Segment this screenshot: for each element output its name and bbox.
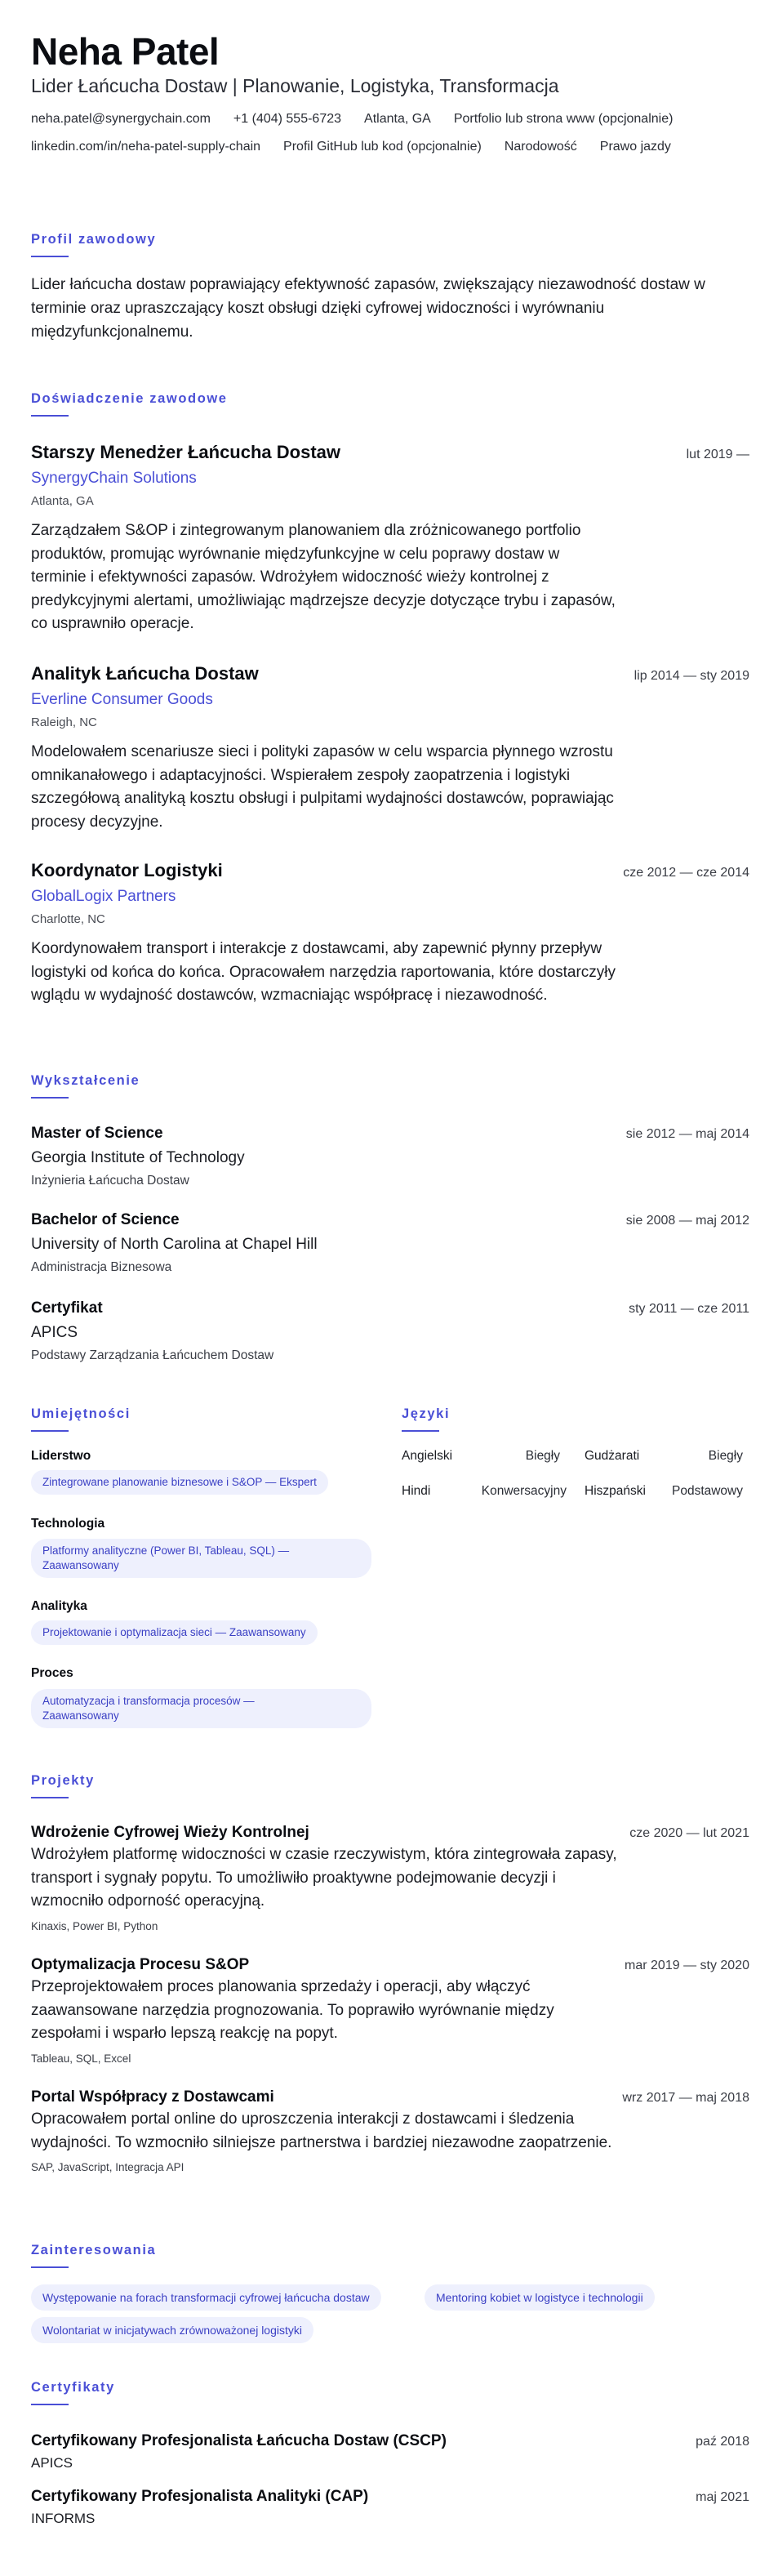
profile-summary: Lider łańcucha dostaw poprawiający efektywność zapasów, zwiększający niezawodność dostaw w terminie oraz upraszczający koszt obsługi dzięki cyfrowej widoczności i wyrównaniu międzyfunkcjonalnemu. xyxy=(31,276,705,341)
certificate-entry xyxy=(31,2432,749,2471)
project-title: Portal Współpracy z Dostawcami xyxy=(31,2088,274,2106)
contact-phone[interactable]: +1 (404) 555-6723 xyxy=(233,112,342,126)
field-of-study: Inżynieria Łańcucha Dostaw xyxy=(31,1174,189,1188)
job-title: Starszy Menedżer Łańcucha Dostaw xyxy=(31,442,341,462)
job-dates: lip 2014 — sty 2019 xyxy=(634,669,749,683)
project-description: Przeprojektowałem proces planowania sprzedaży i operacji, aby włączyć zaawansowane narzędzia prognozowania. To poprawiło wyrównanie między zespołami i wsparło lepszą reakcję na popyt. xyxy=(31,1978,554,2042)
certificate-date: paź 2018 xyxy=(696,2435,749,2449)
job-location: Charlotte, NC xyxy=(31,912,105,926)
skill-chip-line: Zaawansowany xyxy=(42,1709,119,1722)
project-title: Wdrożenie Cyfrowej Wieży Kontrolnej xyxy=(31,1824,309,1841)
company-name: Everline Consumer Goods xyxy=(31,691,213,708)
project-entry xyxy=(31,1824,749,1932)
job-dates: lut 2019 — xyxy=(686,448,749,461)
project-description: Opracowałem portal online do uproszczenia interakcji z dostawcami i śledzenia wydajności. To wzmocniło silniejsze partnerstwa i bardziej niezawodne zaopatrzenie. xyxy=(31,2110,612,2151)
section-title-languages: Języki xyxy=(402,1406,451,1421)
section-divider xyxy=(31,1797,69,1798)
contact-portfolio[interactable]: Portfolio lub strona www (opcjonalnie) xyxy=(453,112,674,126)
company-name: GlobalLogix Partners xyxy=(31,888,176,905)
language-item xyxy=(402,1449,560,1464)
skill-chip: Projektowanie i optymalizacja sieci — Zaawansowany xyxy=(31,1620,318,1645)
education-entry xyxy=(31,1125,749,1188)
skill-chip xyxy=(31,1689,371,1728)
job-location: Raleigh, NC xyxy=(31,715,97,729)
education-entry xyxy=(31,1211,749,1275)
skill-chip: Zintegrowane planowanie biznesowe i S&OP — Ekspert xyxy=(31,1470,328,1495)
job-summary: Modelowałem scenariusze sieci i polityki zapasów w celu wsparcia płynnego wzrostu omnikanałowego i adaptacyjności. Wspierałem zespoły zaopatrzenia i logistyki szczegółową analityką kosztu obsługi i pulpitami wydajności dostawców, poprawiając procesy decyzyjne. xyxy=(31,743,614,831)
candidate-headline: Lider Łańcucha Dostaw | Planowanie, Logistyka, Transformacja xyxy=(31,75,559,96)
project-dates: wrz 2017 — maj 2018 xyxy=(622,2091,749,2105)
job-title: Koordynator Logistyki xyxy=(31,860,223,880)
language-name: Hindi xyxy=(402,1484,431,1498)
contact-email[interactable]: neha.patel@synergychain.com xyxy=(31,112,211,126)
certificate-date: maj 2021 xyxy=(696,2490,749,2504)
language-name: Hiszpański xyxy=(585,1484,646,1498)
field-of-study: Administracja Biznesowa xyxy=(31,1260,172,1274)
contact-list xyxy=(31,113,749,154)
skill-chip xyxy=(31,1539,371,1578)
contact-driving-license: Prawo jazdy xyxy=(599,140,671,154)
contact-nationality: Narodowość xyxy=(504,140,577,154)
contact-location: Atlanta, GA xyxy=(364,112,431,126)
candidate-name: Neha Patel xyxy=(31,30,220,73)
institution-name: Georgia Institute of Technology xyxy=(31,1149,245,1166)
job-dates: cze 2012 — cze 2014 xyxy=(623,866,749,880)
section-title-profile: Profil zawodowy xyxy=(31,232,157,247)
education-dates: sie 2012 — maj 2014 xyxy=(625,1127,749,1141)
education-dates: sty 2011 — cze 2011 xyxy=(629,1302,749,1316)
certificate-title: Certyfikowany Profesjonalista Łańcucha Dostaw (CSCP) xyxy=(31,2432,447,2449)
job-summary: Koordynowałem transport i interakcje z dostawcami, aby zapewnić płynny przepływ logistyki od końca do końca. Opracowałem narzędzia raportowania, które dostarczyły wglądu w wydajność dostawców, wzmacniając współpracę i niezawodność. xyxy=(31,940,616,1004)
section-divider xyxy=(31,1097,69,1099)
project-dates: cze 2020 — lut 2021 xyxy=(629,1826,749,1840)
job-title: Analityk Łańcucha Dostaw xyxy=(31,663,259,684)
experience-entry xyxy=(31,442,749,636)
skill-chip-line: Automatyzacja i transformacja procesów — xyxy=(42,1695,255,1707)
language-item xyxy=(585,1449,743,1464)
project-title: Optymalizacja Procesu S&OP xyxy=(31,1956,250,1973)
project-tech: Tableau, SQL, Excel xyxy=(31,2052,131,2065)
degree-title: Bachelor of Science xyxy=(31,1211,180,1228)
section-divider xyxy=(31,2404,69,2405)
job-location: Atlanta, GA xyxy=(31,494,94,508)
institution-name: University of North Carolina at Chapel Hill xyxy=(31,1236,318,1253)
skill-chip-line: Zaawansowany xyxy=(42,1559,119,1571)
project-description: Wdrożyłem platformę widoczności w czasie rzeczywistym, która zintegrowała zapasy, transport i sygnały popytu. To umożliwiło proaktywne podejmowanie decyzji i wzmocniło odporność operacyjną. xyxy=(31,1846,617,1910)
institution-name: APICS xyxy=(31,1324,78,1341)
section-title-projects: Projekty xyxy=(31,1773,95,1788)
experience-entry xyxy=(31,860,749,1008)
project-entry xyxy=(31,1956,749,2065)
interest-chip: Wolontariat w inicjatywach zrównoważonej logistyki xyxy=(31,2317,313,2343)
project-dates: mar 2019 — sty 2020 xyxy=(625,1959,749,1972)
certificate-issuer: APICS xyxy=(31,2455,73,2471)
certificate-entry xyxy=(31,2488,749,2527)
contact-github[interactable]: Profil GitHub lub kod (opcjonalnie) xyxy=(283,140,482,154)
certificate-title: Certyfikowany Profesjonalista Analityki (CAP) xyxy=(31,2488,369,2505)
project-tech: Kinaxis, Power BI, Python xyxy=(31,1919,158,1932)
degree-title: Master of Science xyxy=(31,1125,163,1142)
skill-category: Liderstwo xyxy=(31,1449,91,1463)
language-level: Konwersacyjny xyxy=(481,1484,567,1498)
field-of-study: Podstawy Zarządzania Łańcuchem Dostaw xyxy=(31,1348,274,1362)
language-name: Angielski xyxy=(402,1449,453,1463)
skill-category: Proces xyxy=(31,1666,73,1680)
education-entry xyxy=(31,1299,749,1363)
skill-category: Technologia xyxy=(31,1517,105,1531)
contact-linkedin[interactable]: linkedin.com/in/neha-patel-supply-chain xyxy=(31,140,261,154)
section-title-experience: Doświadczenie zawodowe xyxy=(31,391,228,406)
certificate-issuer: INFORMS xyxy=(31,2511,96,2526)
job-summary: Zarządzałem S&OP i zintegrowanym planowaniem dla zróżnicowanego portfolio produktów, promując wyrównanie międzyfunkcyjne w celu poprawy dostaw w terminie i efektywności zapasów. Wdrożyłem widoczność wieży kontrolnej z predykcyjnymi alertami, umożliwiając mądrzejsze decyzje dotyczące trybu i zapasów, co usprawniło operacje. xyxy=(31,522,616,632)
experience-entry xyxy=(31,663,749,834)
section-divider xyxy=(402,1430,439,1432)
language-name: Gudżarati xyxy=(585,1449,640,1463)
project-tech: SAP, JavaScript, Integracja API xyxy=(31,2161,184,2173)
section-divider xyxy=(31,2266,69,2268)
section-divider xyxy=(31,415,69,417)
skill-category: Analityka xyxy=(31,1599,87,1613)
language-item xyxy=(585,1484,743,1499)
interest-chip: Występowanie na forach transformacji cyfrowej łańcucha dostaw xyxy=(31,2284,381,2311)
education-dates: sie 2008 — maj 2012 xyxy=(625,1214,749,1228)
language-item xyxy=(402,1484,567,1499)
section-title-skills: Umiejętności xyxy=(31,1406,131,1421)
interest-chip: Mentoring kobiet w logistyce i technologii xyxy=(425,2284,655,2311)
language-level: Podstawowy xyxy=(671,1484,743,1498)
section-title-education: Wykształcenie xyxy=(31,1073,140,1088)
company-name: SynergyChain Solutions xyxy=(31,470,197,487)
section-title-interests: Zainteresowania xyxy=(31,2243,157,2257)
project-entry xyxy=(31,2088,749,2173)
section-title-certificates: Certyfikaty xyxy=(31,2380,115,2395)
section-divider xyxy=(31,1430,69,1432)
language-level: Biegły xyxy=(708,1449,743,1463)
section-divider xyxy=(31,256,69,257)
skill-chip-line: Platformy analityczne (Power BI, Tableau, SQL) — xyxy=(42,1544,290,1557)
language-level: Biegły xyxy=(525,1449,560,1463)
degree-title: Certyfikat xyxy=(31,1299,103,1317)
